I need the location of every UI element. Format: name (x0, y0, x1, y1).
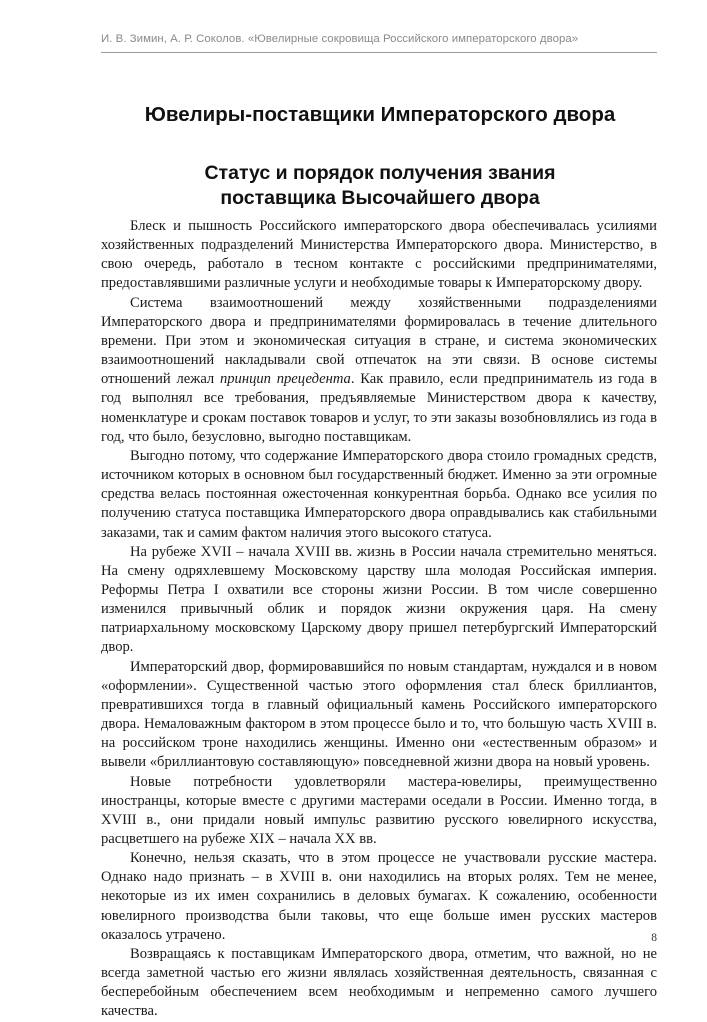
paragraph: Выгодно потому, что содержание Императорского двора стоило громадных средств, источником которых в основном был государственный бюджет. Именно за эти огромные средства велась постоянная ожесточенная конкурентная борьба. Однако все усилия по получению статуса поставщика Императорского двора оправдывались как стабильными заказами, так и самим фактом наличия этого высокого статуса. (101, 447, 657, 541)
header-rule (101, 52, 657, 53)
paragraph-text: Система взаимоотношений между хозяйственными подразделениями Императорского двора и предпринимателями формировалась в течение длительного времени. При этом и экономическая ситуация в стране, и система экономических взаимоотношений накладывали свой отпечаток на эти связи. В основе системы отношений лежал (101, 294, 657, 388)
paragraph (101, 294, 657, 447)
page-number: 8 (651, 932, 657, 944)
paragraph: Императорский двор, формировавшийся по новым стандартам, нуждался и в новом «оформлении». Существенной частью этого оформления стал блеск бриллиантов, превратившихся тогда в главный официальный камень Российского императорского двора. Немаловажным фактором в этом процессе было и то, что большую часть XVIII в. на российском троне находились женщины. Именно они «естественным образом» и вывели «бриллиантовую составляющую» повседневной жизни двора на новый уровень. (101, 658, 657, 771)
paragraph: На рубеже XVII – начала XVIII вв. жизнь в России начала стремительно меняться. На смену одряхлевшему Московскому царству шла молодая Российская империя. Реформы Петра I охватили все стороны жизни России. В том числе совершенно изменился привычный облик и порядок жизни окружения царя. На смену патриархальному московскому Царскому двору пришел петербургский Императорский двор. (101, 543, 657, 656)
running-head: И. В. Зимин, А. Р. Соколов. «Ювелирные сокровища Российского императорского двора» (101, 33, 579, 45)
paragraph-text: . Как правило, если предприниматель из года в год выполнял все требования, предъявляемые Министерством двора к качеству, номенклатуре и срокам поставок товаров и услуг, то эти заказы возобновлялись из года в год, что было, безусловно, выгодно поставщикам. (101, 371, 657, 445)
paragraph: Блеск и пышность Российского императорского двора обеспечивалась усилиями хозяйственных подразделений Министерства Императорского двора. Министерство, в свою очередь, работало в тесном контакте с российскими предпринимателями, предоставлявшими различные услуги и необходимые товары к Императорскому двору. (101, 218, 657, 292)
paragraph: Конечно, нельзя сказать, что в этом процессе не участвовали русские мастера. Однако надо признать – в XVIII в. они находились на вторых ролях. Тем не менее, некоторые из их имен сохранились в деловых бумагах. К сожалению, особенности ювелирного производства были таковы, что еще больше имен русских мастеров оказалось утрачено. (101, 850, 657, 943)
chapter-title: Ювелиры-поставщики Императорского двора (144, 103, 616, 126)
body-text (101, 217, 657, 1022)
paragraph: Новые потребности удовлетворяли мастера-ювелиры, преимущественно иностранцы, которые вместе с другими мастерами оседали в России. Именно тогда, в XVIII в., они придали новый импульс развитию русского ювелирного искусства, расцветшего на рубеже XIX – начала XX вв. (101, 773, 657, 847)
emphasis-text: принцип прецедента (219, 371, 351, 388)
section-title (60, 161, 700, 211)
section-title-line-1: Статус и порядок получения звания (204, 162, 556, 184)
section-title-line-2: поставщика Высочайшего двора (220, 187, 540, 209)
paragraph: Возвращаясь к поставщикам Императорского двора, отметим, что важной, но не всегда заметной частью его жизни являлась хозяйственная деятельность, связанная с бесперебойным обеспечением всем необходимым и непременно самого лучшего качества. (101, 945, 657, 1020)
